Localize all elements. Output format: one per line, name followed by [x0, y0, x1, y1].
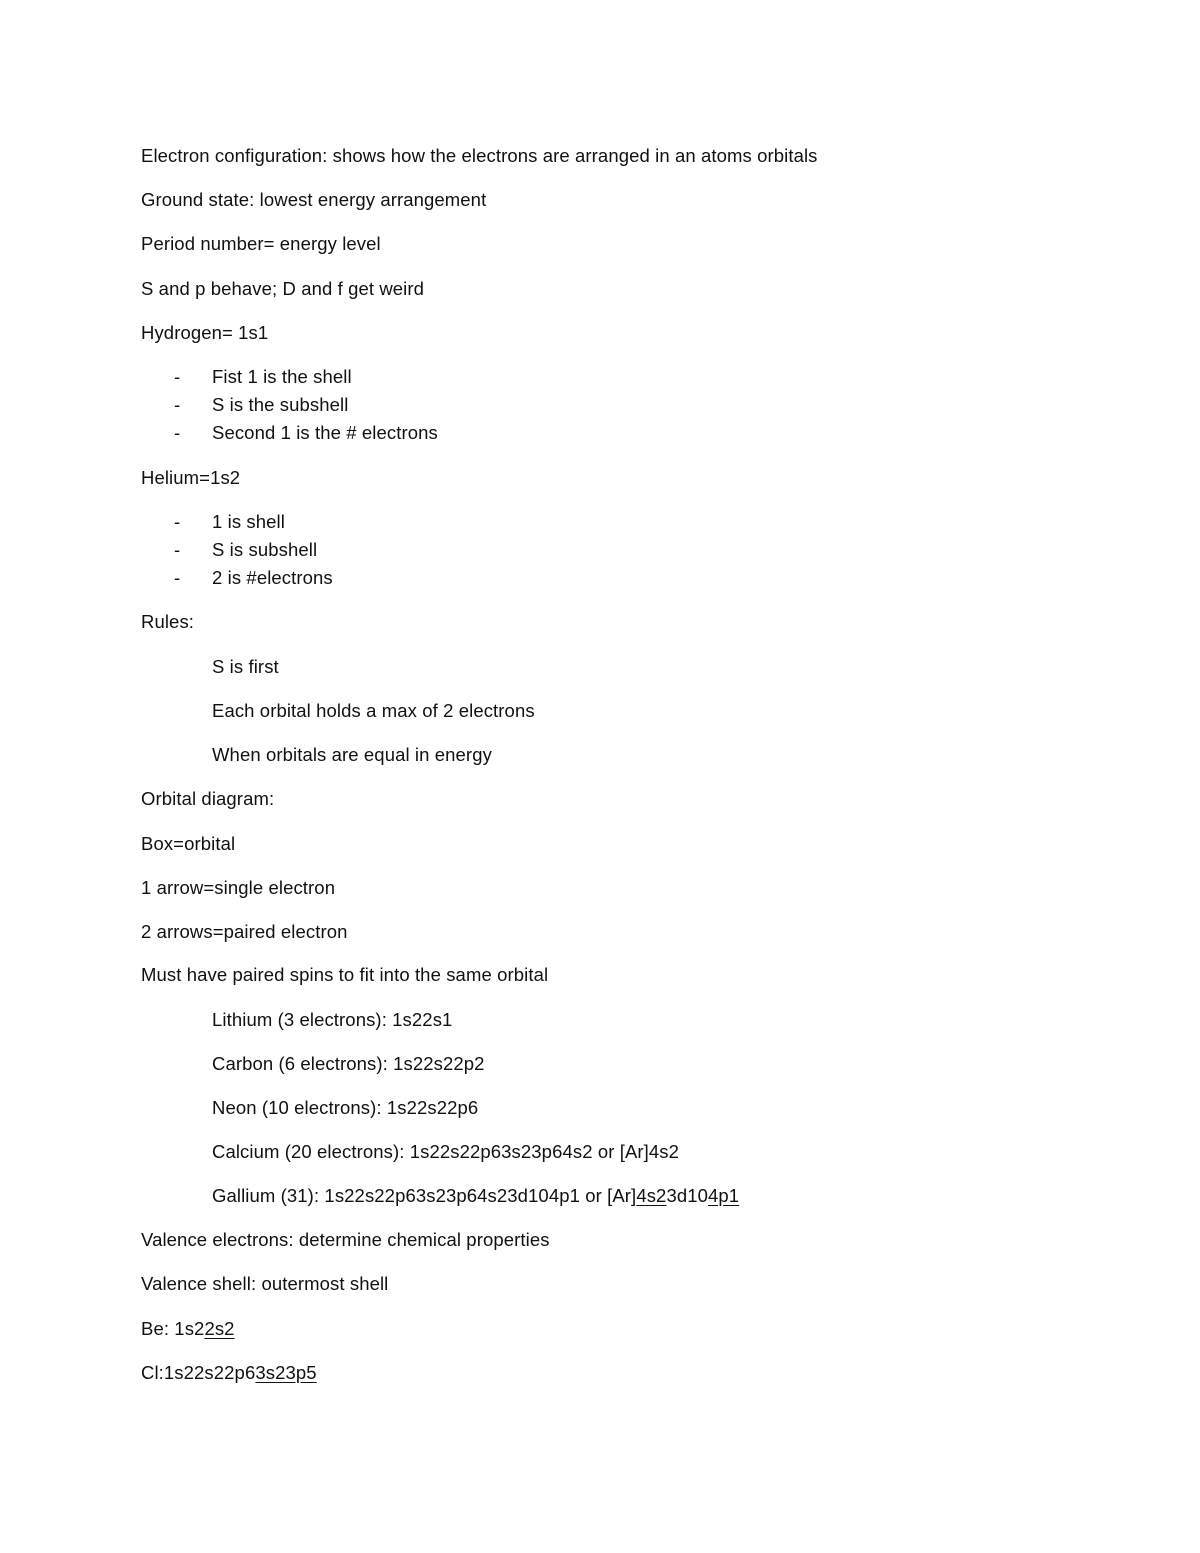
cl-text: Cl:1s22s22p6	[141, 1362, 256, 1383]
gallium-text: Gallium (31): 1s22s22p63s23p64s23d104p1 or [Ar]	[212, 1185, 637, 1206]
rule-item: S is first	[212, 656, 279, 677]
be-underlined-valence: 2s2	[204, 1318, 235, 1339]
single-arrow-note: 1 arrow=single electron	[141, 877, 336, 898]
example-calcium: Calcium (20 electrons): 1s22s22p63s23p64s2 or [Ar]4s2	[212, 1141, 680, 1162]
example-beryllium	[141, 1318, 235, 1340]
paired-arrows-note: 2 arrows=paired electron	[141, 921, 348, 942]
example-gallium	[212, 1185, 739, 1207]
example-carbon: Carbon (6 electrons): 1s22s22p2	[212, 1053, 485, 1074]
definition-period-number: Period number= energy level	[141, 233, 381, 254]
gallium-underlined-4s2: 4s2	[636, 1185, 667, 1206]
bullet-dash: -	[174, 394, 181, 415]
definition-ground-state: Ground state: lowest energy arrangement	[141, 189, 487, 210]
bullet-dash: -	[174, 366, 181, 387]
bullet-dash: -	[174, 567, 181, 588]
list-item: 2 is #electrons	[212, 567, 333, 588]
list-item: S is the subshell	[212, 394, 349, 415]
bullet-dash: -	[174, 422, 181, 443]
bullet-dash: -	[174, 539, 181, 560]
list-item: S is subshell	[212, 539, 318, 560]
list-item: Second 1 is the # electrons	[212, 422, 438, 443]
gallium-text-3d10: 3d10	[666, 1185, 709, 1206]
rule-item: Each orbital holds a max of 2 electrons	[212, 700, 535, 721]
example-lithium: Lithium (3 electrons): 1s22s1	[212, 1009, 453, 1030]
helium-config: Helium=1s2	[141, 467, 241, 488]
bullet-dash: -	[174, 511, 181, 532]
definition-valence-shell: Valence shell: outermost shell	[141, 1273, 389, 1294]
hydrogen-config: Hydrogen= 1s1	[141, 322, 269, 343]
orbital-diagram-heading: Orbital diagram:	[141, 788, 275, 809]
rule-item: When orbitals are equal in energy	[212, 744, 492, 765]
gallium-underlined-4p1: 4p1	[708, 1185, 740, 1206]
paired-spins-note: Must have paired spins to fit into the same orbital	[141, 964, 549, 985]
list-item: 1 is shell	[212, 511, 285, 532]
cl-underlined-valence: 3s23p5	[255, 1362, 317, 1383]
box-orbital-note: Box=orbital	[141, 833, 236, 854]
list-item: Fist 1 is the shell	[212, 366, 352, 387]
be-text: Be: 1s2	[141, 1318, 205, 1339]
definition-electron-configuration: Electron configuration: shows how the electrons are arranged in an atoms orbitals	[141, 145, 818, 166]
rules-heading: Rules:	[141, 611, 195, 632]
example-chlorine	[141, 1362, 317, 1384]
definition-valence-electrons: Valence electrons: determine chemical properties	[141, 1229, 550, 1250]
example-neon: Neon (10 electrons): 1s22s22p6	[212, 1097, 479, 1118]
note-s-p-d-f: S and p behave; D and f get weird	[141, 278, 425, 299]
